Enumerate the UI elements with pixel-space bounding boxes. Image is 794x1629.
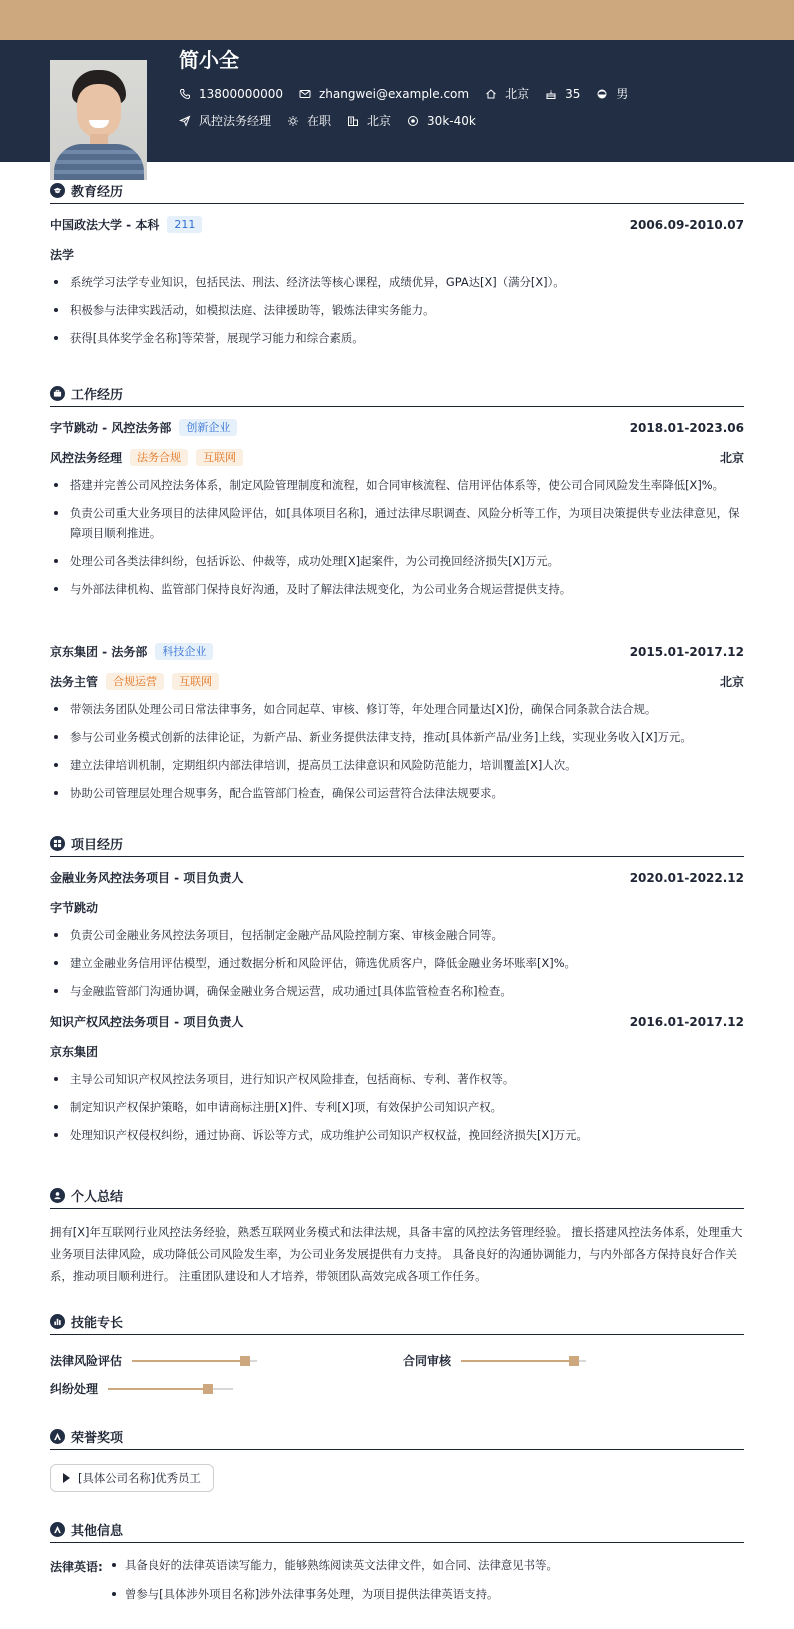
company-tag: 科技企业 <box>155 643 213 660</box>
list-item: 建立金融业务信用评估模型，通过数据分析和风险评估，筛选优质客户，降低金融业务坏账率[X]%。 <box>50 953 744 973</box>
gender-icon <box>596 88 608 100</box>
company-tag: 创新企业 <box>179 419 237 436</box>
list-item: 带领法务团队处理公司日常法律事务，如合同起草、审核、修订等，年处理合同量达[X]份，确保合同条款合法合规。 <box>50 699 744 719</box>
briefcase-icon <box>50 386 65 401</box>
skill-level-bar <box>108 1388 233 1390</box>
section-title: 其他信息 <box>71 1524 124 1539</box>
work-heading <box>50 381 744 407</box>
job-1-bullets <box>50 475 744 607</box>
other-bullets <box>110 1555 740 1613</box>
status-icon <box>287 115 299 127</box>
project-1-org-row <box>50 899 744 916</box>
home-icon <box>485 88 497 100</box>
list-item: 参与公司业务模式创新的法律论证，为新产品、新业务提供法律支持，推动[具体新产品/业务]上线，实现业务收入[X]万元。 <box>50 727 744 747</box>
project-2-bullets <box>50 1069 744 1153</box>
list-item: 积极参与法律实践活动，如模拟法庭、法律援助等，锻炼法律实务能力。 <box>50 300 744 320</box>
target-city-text: 北京 <box>367 114 392 128</box>
skills-heading <box>50 1309 744 1335</box>
skill-level-bar <box>461 1360 586 1362</box>
project-title: 金融业务风控法务项目 - 项目负责人 <box>50 871 244 885</box>
education-entry-header <box>50 216 744 233</box>
job-location: 北京 <box>719 675 744 689</box>
list-item: 制定知识产权保护策略，如申请商标注册[X]件、专利[X]项，有效保护公司知识产权。 <box>50 1097 744 1117</box>
skill-name: 法律风险评估 <box>50 1354 123 1368</box>
info-icon <box>50 1522 65 1537</box>
job-1-header <box>50 419 744 436</box>
list-item: 曾参与[具体涉外项目名称]涉外法律事务处理，为项目提供法律英语支持。 <box>110 1584 740 1604</box>
list-item: 负责公司重大业务项目的法律风险评估，如[具体项目名称]，通过法律尽职调查、风险分析等工作，为项目决策提供专业法律意见，保障项目顺利推进。 <box>50 503 744 543</box>
section-title: 工作经历 <box>71 388 124 403</box>
project-title: 知识产权风控法务项目 - 项目负责人 <box>50 1015 244 1029</box>
awards-section <box>50 1424 744 1504</box>
skill-level-knob <box>203 1384 213 1394</box>
school-name: 中国政法大学 - 本科 <box>50 218 160 232</box>
list-item: 系统学习法学专业知识，包括民法、刑法、经济法等核心课程，成绩优异，GPA达[X]（满分[X]）。 <box>50 272 744 292</box>
phone-text: 13800000000 <box>199 86 283 101</box>
skills-section <box>50 1309 744 1409</box>
other-heading <box>50 1517 744 1543</box>
role-tag: 互联网 <box>196 449 243 466</box>
skill-name: 合同审核 <box>403 1354 452 1368</box>
section-title: 教育经历 <box>71 185 124 200</box>
project-2-header <box>50 1013 744 1030</box>
skill-level-knob <box>569 1356 579 1366</box>
mail-icon <box>299 88 311 100</box>
section-title: 荣誉奖项 <box>71 1431 124 1446</box>
list-item: 处理知识产权侵权纠纷，通过协商、诉讼等方式，成功维护公司知识产权权益，挽回经济损失[X]万元。 <box>50 1125 744 1145</box>
summary-section <box>50 1183 744 1293</box>
award-item[interactable] <box>50 1464 214 1492</box>
gender-text: 男 <box>616 87 629 101</box>
role-title: 风控法务经理 <box>50 451 123 465</box>
work-section <box>50 381 744 811</box>
skill-item <box>50 1352 257 1369</box>
bar-chart-icon <box>50 1314 65 1329</box>
section-title: 个人总结 <box>71 1190 124 1205</box>
list-item: 搭建并完善公司风控法务体系，制定风险管理制度和流程，如合同审核流程、信用评估体系等，使公司合同风险发生率降低[X]%。 <box>50 475 744 495</box>
project-dates: 2020.01-2022.12 <box>629 870 744 885</box>
city-text: 北京 <box>505 87 530 101</box>
skill-level-bar <box>132 1360 257 1362</box>
job-title-item <box>179 112 271 129</box>
project-org: 京东集团 <box>50 1045 99 1059</box>
project-org: 字节跳动 <box>50 901 99 915</box>
play-icon <box>63 1473 70 1483</box>
city-item <box>485 85 529 102</box>
phone-icon <box>179 88 191 100</box>
section-title: 项目经历 <box>71 838 124 853</box>
skill-item <box>50 1380 233 1397</box>
target-city-item <box>347 112 391 129</box>
list-item: 建立法律培训机制，定期组织内部法律培训，提高员工法律意识和风险防范能力，培训覆盖[X]人次。 <box>50 755 744 775</box>
other-label: 法律英语: <box>50 1560 103 1574</box>
status-text: 在职 <box>307 114 332 128</box>
school-tag: 211 <box>167 216 202 233</box>
education-heading <box>50 178 744 204</box>
project-1-bullets <box>50 925 744 1009</box>
education-major-row <box>50 246 744 263</box>
header-accent-strip <box>0 0 794 40</box>
salary-item <box>407 114 476 128</box>
job-title-text: 风控法务经理 <box>199 114 272 128</box>
education-section <box>50 178 744 353</box>
email-item <box>299 87 469 101</box>
salary-icon <box>407 115 419 127</box>
list-item: 与金融监管部门沟通协调，确保金融业务合规运营，成功通过[具体监管检查名称]检查。 <box>50 981 744 1001</box>
projects-section <box>50 831 744 1161</box>
list-item: 处理公司各类法律纠纷，包括诉讼、仲裁等，成功处理[X]起案件，为公司挽回经济损失[X]万元。 <box>50 551 744 571</box>
building-icon <box>347 115 359 127</box>
send-icon <box>179 115 191 127</box>
gender-item <box>596 85 628 102</box>
age-text: 35 <box>565 86 581 101</box>
skill-level-knob <box>240 1356 250 1366</box>
award-text: [具体公司名称]优秀员工 <box>78 1471 201 1485</box>
list-item: 主导公司知识产权风控法务项目，进行知识产权风险排查，包括商标、专利、著作权等。 <box>50 1069 744 1089</box>
role-tag: 互联网 <box>172 673 219 690</box>
salary-text: 30k-40k <box>427 113 476 128</box>
education-dates: 2006.09-2010.07 <box>629 217 744 232</box>
contact-row <box>179 85 644 102</box>
role-title: 法务主管 <box>50 675 99 689</box>
list-item: 获得[具体奖学金名称]等荣誉，展现学习能力和综合素质。 <box>50 328 744 348</box>
role-tag: 合规运营 <box>106 673 164 690</box>
job-1-role-row <box>50 449 744 466</box>
role-tag: 法务合规 <box>130 449 188 466</box>
job-dates: 2018.01-2023.06 <box>629 420 744 435</box>
user-icon <box>50 1188 65 1203</box>
project-dates: 2016.01-2017.12 <box>629 1014 744 1029</box>
candidate-name: 简小全 <box>179 48 239 72</box>
project-1-header <box>50 869 744 886</box>
job-2-role-row <box>50 673 744 690</box>
cake-icon <box>545 88 557 100</box>
job-2-header <box>50 643 744 660</box>
education-bullets <box>50 272 744 356</box>
age-item <box>545 87 580 101</box>
awards-heading <box>50 1424 744 1450</box>
status-item <box>287 112 331 129</box>
project-2-org-row <box>50 1043 744 1060</box>
award-icon <box>50 1429 65 1444</box>
job-row <box>179 112 492 129</box>
list-item: 负责公司金融业务风控法务项目，包括制定金融产品风险控制方案、审核金融合同等。 <box>50 925 744 945</box>
projects-heading <box>50 831 744 857</box>
job-location: 北京 <box>719 451 744 465</box>
summary-heading <box>50 1183 744 1209</box>
grid-icon <box>50 836 65 851</box>
email-text: zhangwei@example.com <box>318 86 470 101</box>
major: 法学 <box>50 248 75 262</box>
company-name: 字节跳动 - 风控法务部 <box>50 421 172 435</box>
graduation-cap-icon <box>50 183 65 198</box>
skill-name: 纠纷处理 <box>50 1382 99 1396</box>
company-name: 京东集团 - 法务部 <box>50 645 148 659</box>
job-2-bullets <box>50 699 744 811</box>
list-item: 与外部法律机构、监管部门保持良好沟通，及时了解法律法规变化，为公司业务合规运营提供支持。 <box>50 579 744 599</box>
job-dates: 2015.01-2017.12 <box>629 644 744 659</box>
section-title: 技能专长 <box>71 1316 124 1331</box>
list-item: 协助公司管理层处理合规事务，配合监管部门检查，确保公司运营符合法律法规要求。 <box>50 783 744 803</box>
skill-item <box>403 1352 586 1369</box>
phone-item <box>179 87 283 101</box>
list-item: 具备良好的法律英语读写能力，能够熟练阅读英文法律文件，如合同、法律意见书等。 <box>110 1555 740 1575</box>
avatar <box>50 60 147 180</box>
summary-text: 拥有[X]年互联网行业风控法务经验，熟悉互联网业务模式和法律法规，具备丰富的风控法务管理经验。 擅长搭建风控法务体系，处理重大业务项目法律风险，成功降低公司风险发生率，为公司业务发展提供有力支持。 具备良好的沟通协调能力，与内外部各方保持良好合作关系，推动项目顺利进行。 注重团队建设和人才培养，带领团队高效完成各项工作任务。 <box>50 1225 743 1283</box>
other-section <box>50 1517 744 1625</box>
